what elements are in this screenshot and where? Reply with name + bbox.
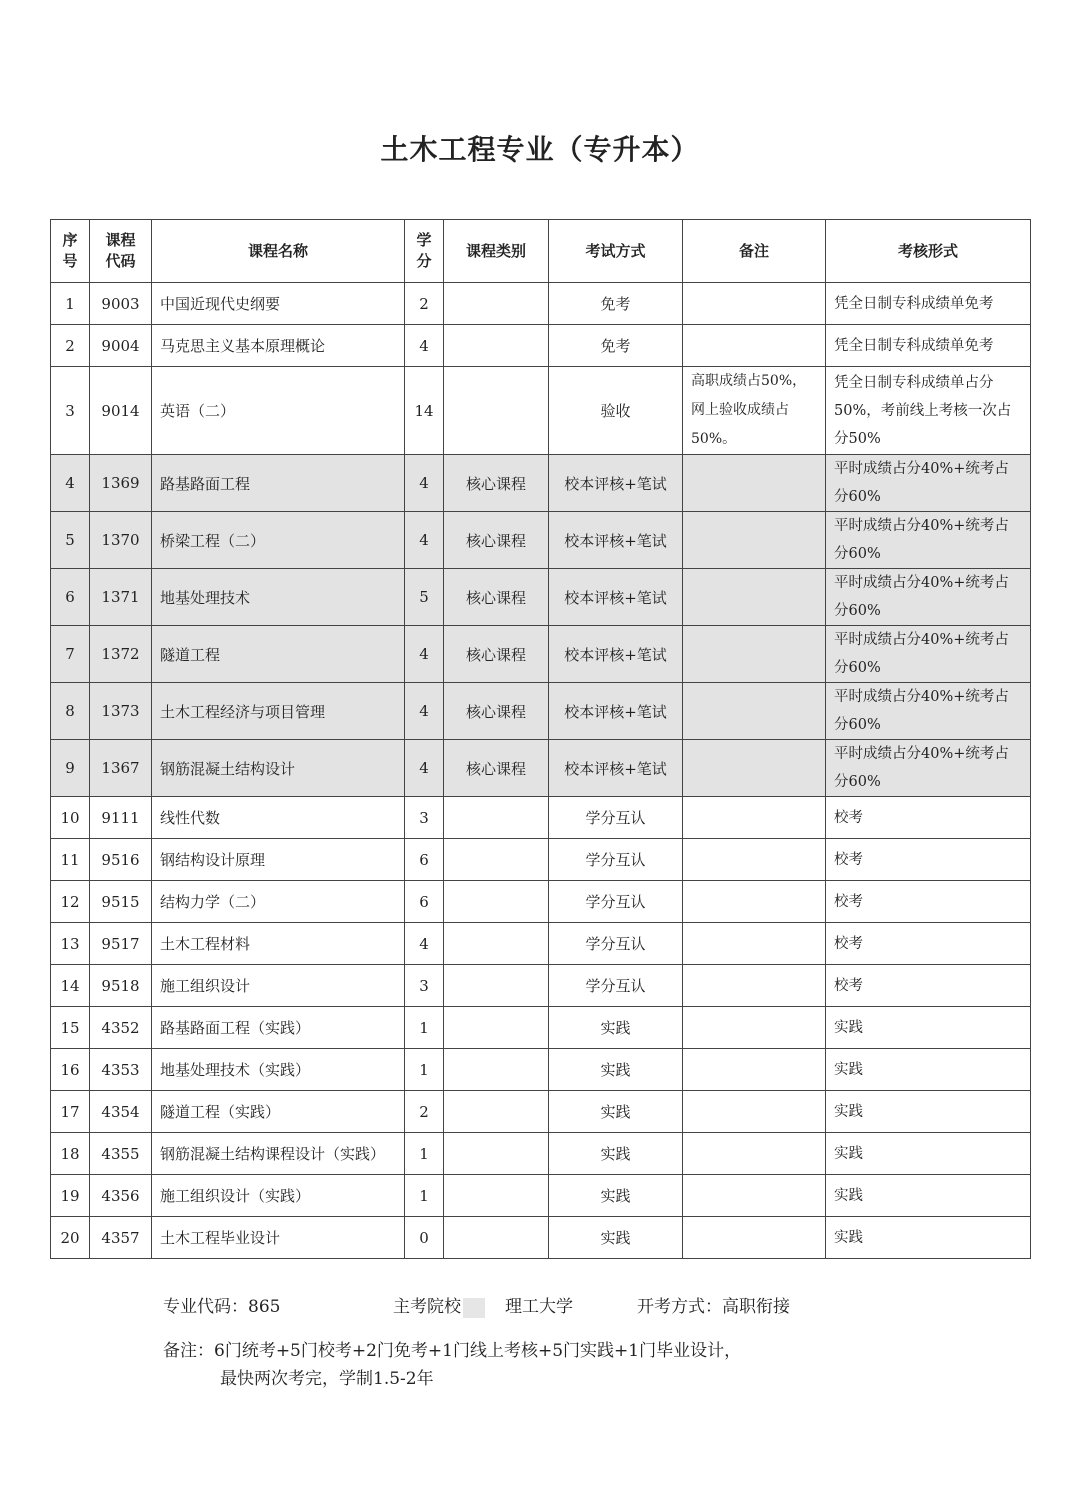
cell-exam: 校本评核+笔试	[549, 512, 683, 569]
cell-exam: 校本评核+笔试	[549, 455, 683, 512]
cell-name: 施工组织设计	[152, 965, 405, 1007]
table-row	[51, 512, 1031, 569]
cell-credit: 3	[405, 797, 444, 839]
cell-name: 隧道工程（实践）	[152, 1091, 405, 1133]
cell-form: 平时成绩占分40%+统考占分60%	[826, 455, 1031, 512]
cell-code: 4357	[90, 1217, 152, 1259]
cell-code: 4353	[90, 1049, 152, 1091]
cell-name: 路基路面工程（实践）	[152, 1007, 405, 1049]
cell-form: 平时成绩占分40%+统考占分60%	[826, 740, 1031, 797]
cell-category: 核心课程	[444, 455, 549, 512]
table-row	[51, 1007, 1031, 1049]
cell-code: 4356	[90, 1175, 152, 1217]
cell-code: 1367	[90, 740, 152, 797]
cell-category	[444, 1091, 549, 1133]
cell-form: 校考	[826, 839, 1031, 881]
cell-seq: 5	[51, 512, 90, 569]
cell-exam: 实践	[549, 1133, 683, 1175]
cell-exam: 实践	[549, 1091, 683, 1133]
cell-credit: 4	[405, 325, 444, 367]
header-credit: 学 分	[405, 220, 444, 283]
cell-exam: 校本评核+笔试	[549, 626, 683, 683]
page-title: 土木工程专业（专升本）	[380, 133, 700, 166]
cell-note	[683, 881, 826, 923]
cell-seq: 1	[51, 283, 90, 325]
table-row	[51, 923, 1031, 965]
cell-seq: 13	[51, 923, 90, 965]
cell-category	[444, 325, 549, 367]
header-code: 课程 代码	[90, 220, 152, 283]
cell-form: 实践	[826, 1175, 1031, 1217]
cell-note	[683, 923, 826, 965]
cell-code: 9014	[90, 367, 152, 455]
cell-exam: 免考	[549, 283, 683, 325]
cell-category: 核心课程	[444, 512, 549, 569]
cell-form: 校考	[826, 923, 1031, 965]
cell-code: 9518	[90, 965, 152, 1007]
cell-credit: 4	[405, 455, 444, 512]
cell-name: 土木工程经济与项目管理	[152, 683, 405, 740]
cell-exam: 学分互认	[549, 923, 683, 965]
cell-exam: 校本评核+笔试	[549, 569, 683, 626]
cell-credit: 1	[405, 1175, 444, 1217]
table-row	[51, 797, 1031, 839]
cell-code: 4354	[90, 1091, 152, 1133]
table-row	[51, 1133, 1031, 1175]
cell-exam: 实践	[549, 1217, 683, 1259]
cell-form: 平时成绩占分40%+统考占分60%	[826, 512, 1031, 569]
cell-seq: 3	[51, 367, 90, 455]
cell-exam: 学分互认	[549, 881, 683, 923]
cell-form: 实践	[826, 1091, 1031, 1133]
cell-exam: 校本评核+笔试	[549, 740, 683, 797]
header-name: 课程名称	[152, 220, 405, 283]
cell-form: 平时成绩占分40%+统考占分60%	[826, 626, 1031, 683]
footer-remarks-line1: 备注：6门统考+5门校考+2门免考+1门线上考核+5门实践+1门毕业设计，	[163, 1341, 742, 1361]
table-row	[51, 455, 1031, 512]
header-exam: 考试方式	[549, 220, 683, 283]
cell-name: 钢筋混凝土结构设计	[152, 740, 405, 797]
cell-seq: 18	[51, 1133, 90, 1175]
cell-credit: 0	[405, 1217, 444, 1259]
cell-credit: 4	[405, 740, 444, 797]
cell-category: 核心课程	[444, 683, 549, 740]
cell-name: 地基处理技术	[152, 569, 405, 626]
cell-seq: 12	[51, 881, 90, 923]
cell-seq: 17	[51, 1091, 90, 1133]
cell-exam: 实践	[549, 1175, 683, 1217]
cell-exam: 验收	[549, 367, 683, 455]
cell-name: 英语（二）	[152, 367, 405, 455]
cell-code: 1370	[90, 512, 152, 569]
cell-note	[683, 569, 826, 626]
school-suffix: 理工大学	[505, 1297, 573, 1317]
cell-note	[683, 325, 826, 367]
header-seq: 序 号	[51, 220, 90, 283]
cell-seq: 14	[51, 965, 90, 1007]
cell-category	[444, 1133, 549, 1175]
cell-code: 4352	[90, 1007, 152, 1049]
cell-seq: 19	[51, 1175, 90, 1217]
cell-exam: 学分互认	[549, 839, 683, 881]
cell-exam: 免考	[549, 325, 683, 367]
cell-credit: 2	[405, 283, 444, 325]
cell-category	[444, 1049, 549, 1091]
cell-form: 实践	[826, 1007, 1031, 1049]
footer-info-line	[163, 1292, 790, 1318]
cell-form: 凭全日制专科成绩单免考	[826, 325, 1031, 367]
table-row	[51, 965, 1031, 1007]
cell-seq: 20	[51, 1217, 90, 1259]
cell-exam: 校本评核+笔试	[549, 683, 683, 740]
cell-form: 校考	[826, 965, 1031, 1007]
cell-note: 高职成绩占50%，网上验收成绩占50%。	[683, 367, 826, 455]
cell-category: 核心课程	[444, 740, 549, 797]
cell-note	[683, 1217, 826, 1259]
school-prefix: 主考院校	[393, 1297, 461, 1317]
cell-exam: 学分互认	[549, 965, 683, 1007]
cell-exam: 学分互认	[549, 797, 683, 839]
cell-seq: 6	[51, 569, 90, 626]
cell-name: 施工组织设计（实践）	[152, 1175, 405, 1217]
table-row	[51, 1217, 1031, 1259]
cell-credit: 4	[405, 512, 444, 569]
cell-name: 线性代数	[152, 797, 405, 839]
cell-note	[683, 1133, 826, 1175]
cell-note	[683, 1007, 826, 1049]
cell-name: 结构力学（二）	[152, 881, 405, 923]
cell-category	[444, 923, 549, 965]
cell-category: 核心课程	[444, 569, 549, 626]
cell-category	[444, 1175, 549, 1217]
cell-seq: 10	[51, 797, 90, 839]
cell-form: 实践	[826, 1217, 1031, 1259]
cell-name: 钢结构设计原理	[152, 839, 405, 881]
table-row	[51, 1049, 1031, 1091]
cell-form: 校考	[826, 797, 1031, 839]
cell-name: 地基处理技术（实践）	[152, 1049, 405, 1091]
cell-code: 9111	[90, 797, 152, 839]
cell-credit: 6	[405, 839, 444, 881]
cell-note	[683, 512, 826, 569]
major-code: 专业代码：865	[163, 1297, 281, 1317]
cell-note	[683, 455, 826, 512]
cell-credit: 3	[405, 965, 444, 1007]
cell-form: 实践	[826, 1049, 1031, 1091]
cell-category	[444, 797, 549, 839]
cell-note	[683, 740, 826, 797]
cell-code: 1372	[90, 626, 152, 683]
table-row	[51, 569, 1031, 626]
table-row	[51, 325, 1031, 367]
table-row	[51, 283, 1031, 325]
table-row	[51, 626, 1031, 683]
cell-name: 钢筋混凝土结构课程设计（实践）	[152, 1133, 405, 1175]
table-row	[51, 1175, 1031, 1217]
cell-category	[444, 965, 549, 1007]
cell-name: 土木工程毕业设计	[152, 1217, 405, 1259]
footer-remarks-line2: 最快两次考完，学制1.5-2年	[220, 1369, 434, 1389]
table-body	[51, 283, 1031, 1259]
cell-form: 校考	[826, 881, 1031, 923]
cell-credit: 14	[405, 367, 444, 455]
cell-code: 9003	[90, 283, 152, 325]
cell-form: 平时成绩占分40%+统考占分60%	[826, 683, 1031, 740]
table-row	[51, 683, 1031, 740]
cell-seq: 15	[51, 1007, 90, 1049]
cell-credit: 4	[405, 923, 444, 965]
cell-seq: 9	[51, 740, 90, 797]
header-form: 考核形式	[826, 220, 1031, 283]
cell-form: 实践	[826, 1133, 1031, 1175]
cell-exam: 实践	[549, 1049, 683, 1091]
cell-credit: 1	[405, 1007, 444, 1049]
cell-name: 桥梁工程（二）	[152, 512, 405, 569]
cell-code: 1373	[90, 683, 152, 740]
cell-seq: 16	[51, 1049, 90, 1091]
cell-code: 1371	[90, 569, 152, 626]
cell-seq: 11	[51, 839, 90, 881]
cell-category	[444, 367, 549, 455]
cell-form: 平时成绩占分40%+统考占分60%	[826, 569, 1031, 626]
header-note: 备注	[683, 220, 826, 283]
cell-name: 土木工程材料	[152, 923, 405, 965]
cell-name: 路基路面工程	[152, 455, 405, 512]
cell-category	[444, 881, 549, 923]
cell-form: 凭全日制专科成绩单占分50%，考前线上考核一次占分50%	[826, 367, 1031, 455]
cell-code: 9004	[90, 325, 152, 367]
cell-note	[683, 283, 826, 325]
cell-seq: 8	[51, 683, 90, 740]
cell-credit: 5	[405, 569, 444, 626]
cell-credit: 1	[405, 1133, 444, 1175]
table-header-row	[51, 220, 1031, 283]
cell-credit: 4	[405, 683, 444, 740]
cell-name: 隧道工程	[152, 626, 405, 683]
cell-category	[444, 1007, 549, 1049]
cell-note	[683, 839, 826, 881]
cell-note	[683, 1091, 826, 1133]
exam-mode: 开考方式：高职衔接	[637, 1297, 790, 1317]
cell-form: 凭全日制专科成绩单免考	[826, 283, 1031, 325]
table-row	[51, 740, 1031, 797]
cell-seq: 7	[51, 626, 90, 683]
cell-code: 9517	[90, 923, 152, 965]
cell-name: 马克思主义基本原理概论	[152, 325, 405, 367]
cell-note	[683, 683, 826, 740]
cell-note	[683, 1175, 826, 1217]
cell-credit: 1	[405, 1049, 444, 1091]
cell-credit: 2	[405, 1091, 444, 1133]
cell-name: 中国近现代史纲要	[152, 283, 405, 325]
cell-credit: 4	[405, 626, 444, 683]
cell-category	[444, 839, 549, 881]
cell-category	[444, 283, 549, 325]
table-row	[51, 881, 1031, 923]
cell-code: 9516	[90, 839, 152, 881]
cell-note	[683, 797, 826, 839]
cell-credit: 6	[405, 881, 444, 923]
cell-code: 4355	[90, 1133, 152, 1175]
cell-category: 核心课程	[444, 626, 549, 683]
cell-code: 9515	[90, 881, 152, 923]
cell-exam: 实践	[549, 1007, 683, 1049]
cell-note	[683, 965, 826, 1007]
table-row	[51, 367, 1031, 455]
cell-note	[683, 626, 826, 683]
header-category: 课程类别	[444, 220, 549, 283]
cell-note	[683, 1049, 826, 1091]
cell-seq: 4	[51, 455, 90, 512]
redacted-mark	[463, 1298, 485, 1318]
table-row	[51, 839, 1031, 881]
cell-seq: 2	[51, 325, 90, 367]
cell-code: 1369	[90, 455, 152, 512]
cell-category	[444, 1217, 549, 1259]
course-table	[50, 219, 1031, 1259]
table-row	[51, 1091, 1031, 1133]
